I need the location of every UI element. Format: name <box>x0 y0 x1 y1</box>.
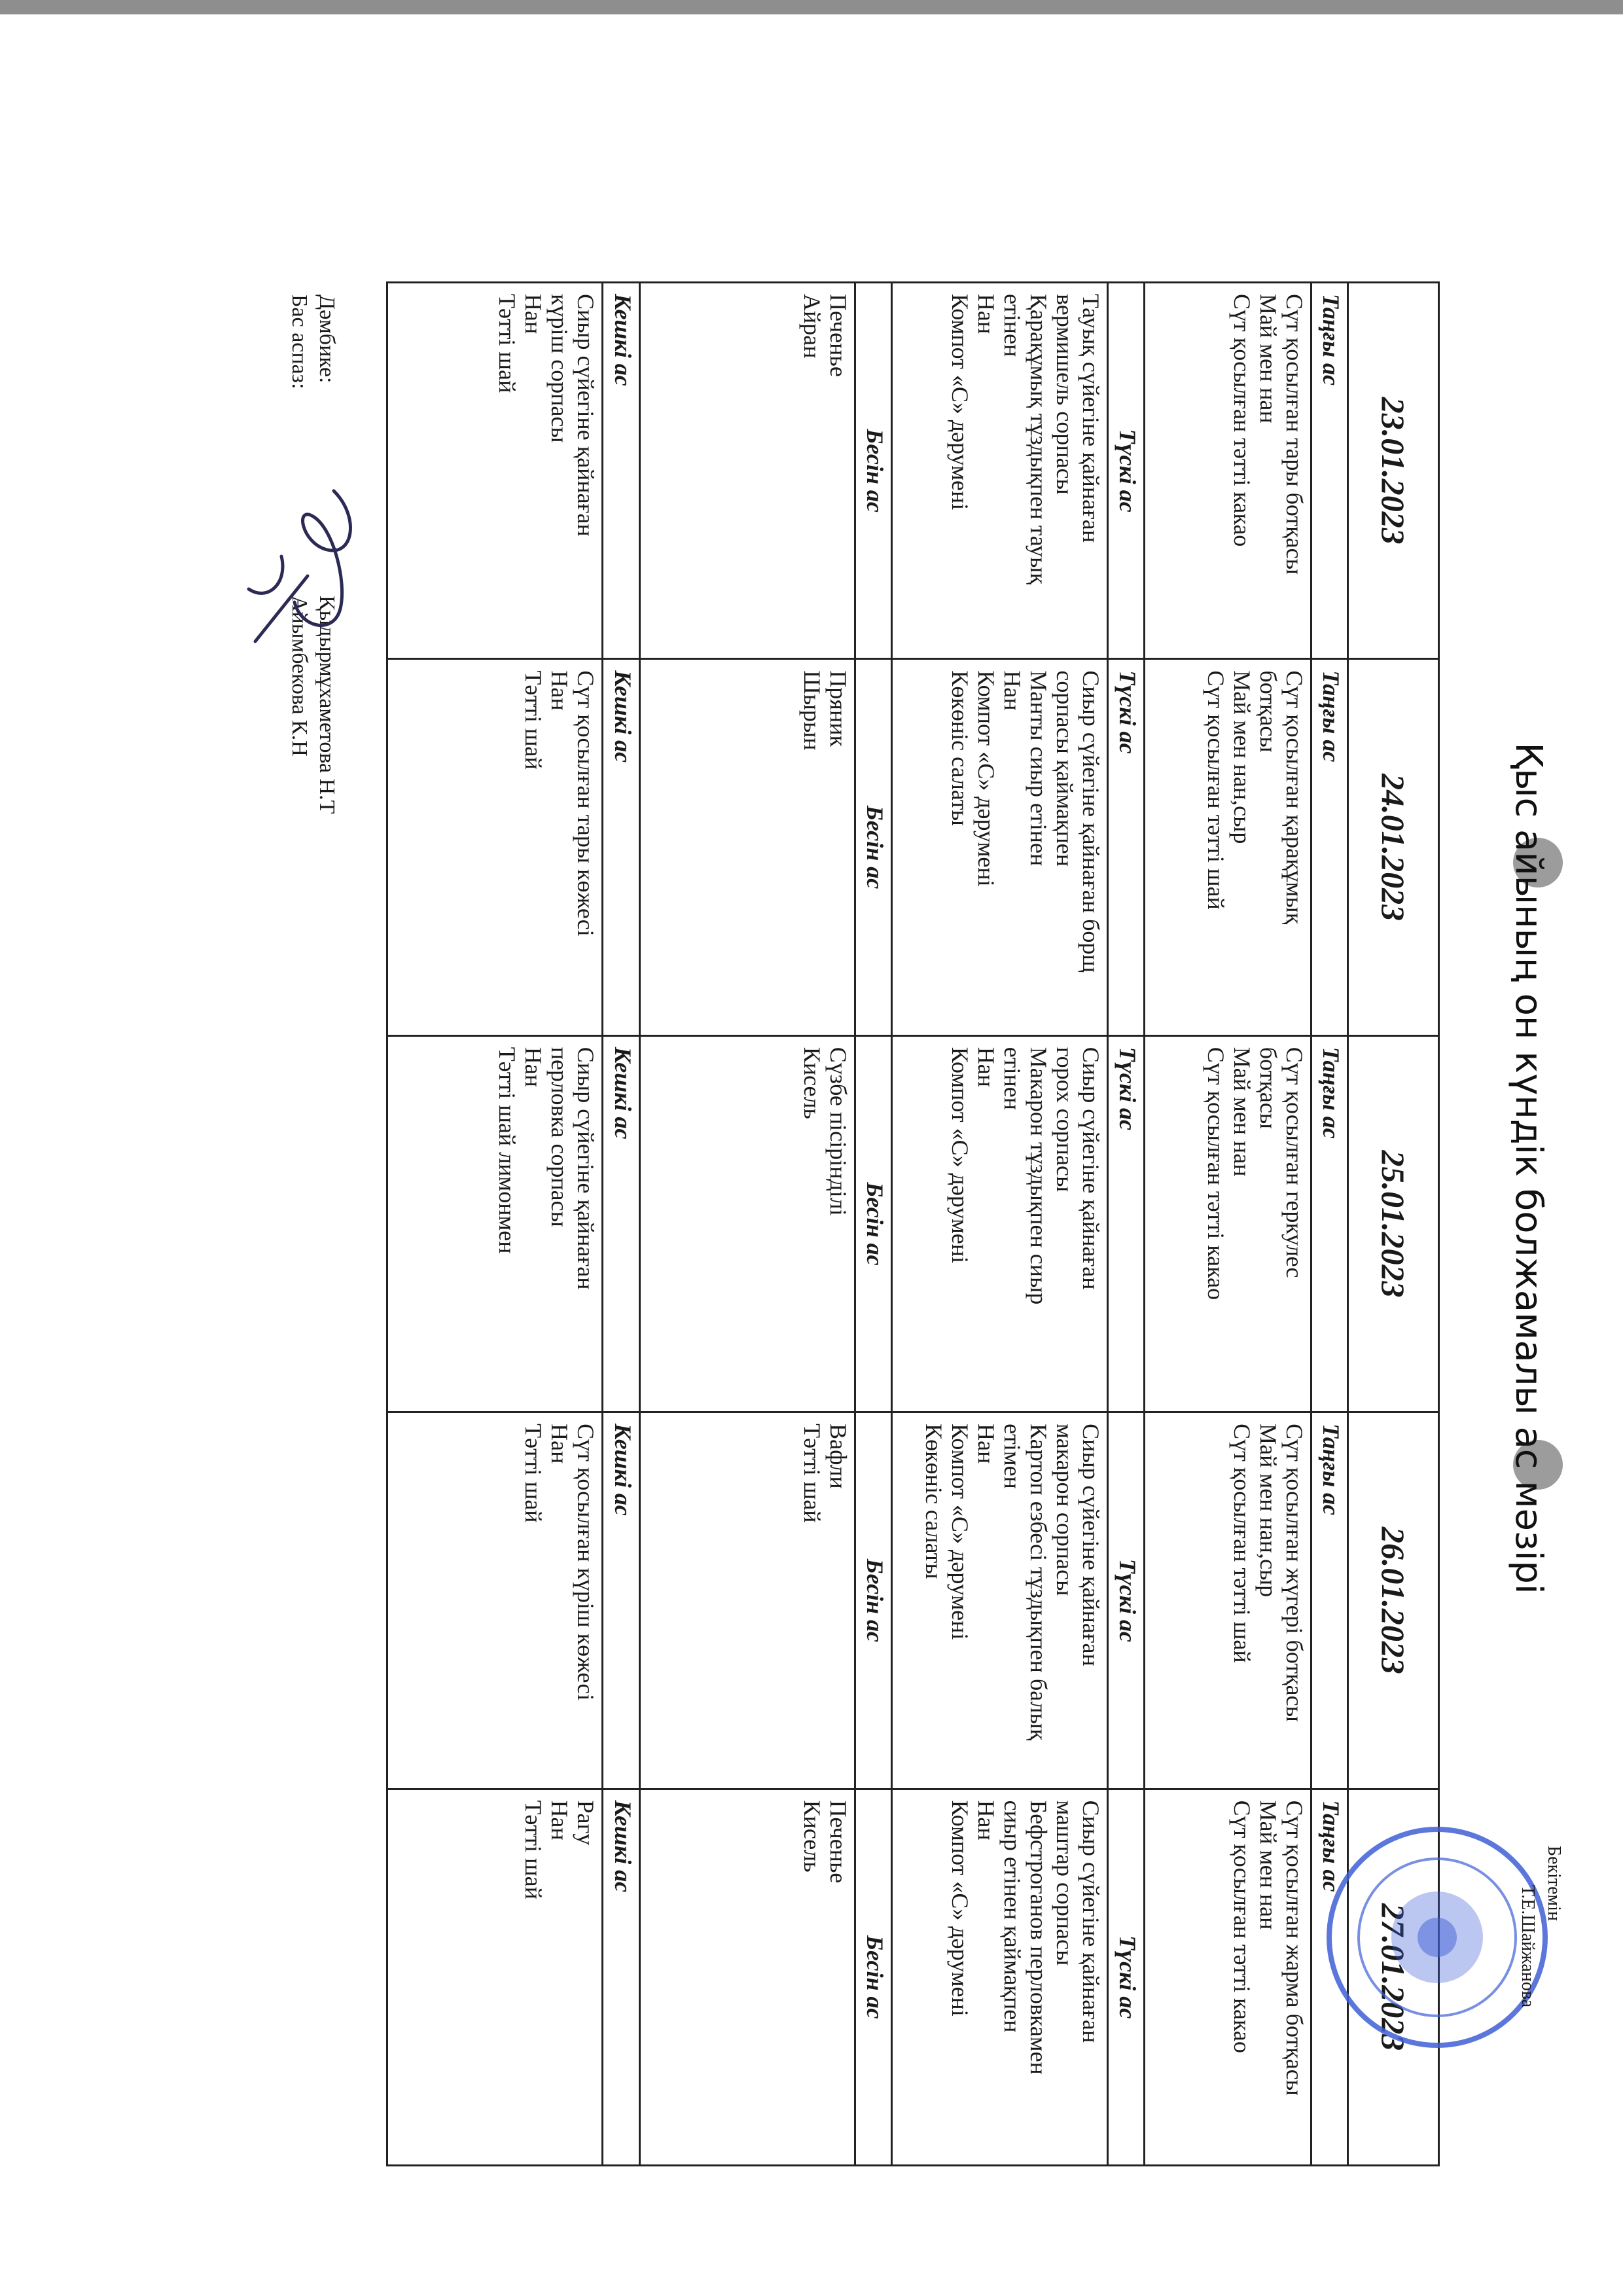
dinner-cell <box>387 659 603 1035</box>
snack-row <box>639 283 855 2166</box>
menu-item: перловка сорпасы <box>546 1047 573 1227</box>
chef-name: Айымбекова К.Н <box>287 596 312 757</box>
menu-item: Нан <box>546 670 573 711</box>
menu-item: Нан <box>520 1047 547 1088</box>
date-header: 24.01.2023 <box>1348 659 1439 1035</box>
snack-label-cell <box>855 1789 892 2165</box>
lunch-row <box>892 283 1107 2166</box>
breakfast-label-cell <box>1311 283 1348 659</box>
breakfast-label-cell <box>1311 1412 1348 1789</box>
menu-item: Манты сиыр етінен <box>1025 670 1052 867</box>
menu-item: Сүт қосылған тары ботқасы <box>1281 294 1308 575</box>
menu-item: Сүт қосылған тәтті какао <box>1229 294 1256 547</box>
snack-label-cell <box>855 1035 892 1412</box>
menu-item: Сүт қосылған жүгері ботқасы <box>1281 1424 1308 1722</box>
menu-item: ботқасы <box>1255 1047 1282 1129</box>
menu-item: Айран <box>799 294 826 359</box>
menu-item: Сүт қосылған тәтті какао <box>1229 1800 1256 2053</box>
snack-label-cell <box>855 659 892 1035</box>
menu-item: Нан <box>972 1047 999 1088</box>
meal-label: Бесін ас <box>862 805 889 889</box>
menu-item: Компот «С» дәрумені <box>946 294 973 511</box>
menu-item: Пряник <box>825 670 852 747</box>
meal-label: Бесін ас <box>862 1558 889 1643</box>
menu-item: Сиыр сүйегіне қайнаған борщ <box>1077 670 1104 973</box>
lunch-cell <box>892 1412 1107 1789</box>
menu-item: Сүт қосылған тәтті шай <box>1203 670 1230 910</box>
breakfast-row <box>1144 283 1311 2166</box>
dinner-row <box>387 283 603 2166</box>
menu-item: Тәтті шай <box>520 1800 547 1899</box>
meal-label: Кешкі ас <box>609 670 636 763</box>
menu-item: Сүт қосылған жарма ботқасы <box>1281 1800 1308 2096</box>
dinner-cell <box>387 1412 603 1789</box>
lunch-label-cell <box>1107 283 1144 659</box>
stamp-approve-text: Бекітемін <box>1544 1846 1564 1922</box>
menu-item: Сүт қосылған қарақұмық <box>1281 670 1308 925</box>
menu-item: сиыр етінен қаймақпен <box>999 1800 1026 2033</box>
menu-item: Макарон тұздықпен сиыр <box>1025 1047 1052 1305</box>
dinner-label-row <box>603 283 639 2166</box>
menu-item: Сүзбе пісірінділі <box>825 1047 852 1216</box>
menu-item: Сиыр сүйегіне қайнаған <box>573 1047 599 1290</box>
menu-item: Тауық сүйегіне қайнаған <box>1077 294 1104 543</box>
menu-item: Көкөніс салаты <box>946 670 973 826</box>
menu-item: Рагу <box>573 1800 599 1846</box>
dietitian-label: Дәмбике: <box>315 295 339 384</box>
breakfast-cell <box>1144 283 1311 659</box>
menu-item: Май мен нан <box>1229 1047 1256 1177</box>
breakfast-cell <box>1144 1035 1311 1412</box>
menu-table <box>386 281 1440 2166</box>
lunch-cell <box>892 1035 1107 1412</box>
menu-item: Кисель <box>799 1047 826 1119</box>
meal-label: Таңғы ас <box>1318 1424 1345 1516</box>
menu-item: Тәтті шай <box>520 670 547 770</box>
menu-item: Тәтті шай <box>494 294 521 393</box>
dinner-label-cell <box>603 659 639 1035</box>
meal-label: Таңғы ас <box>1318 670 1345 762</box>
meal-label: Бесін ас <box>862 1935 889 2019</box>
handwritten-signature <box>242 478 373 674</box>
menu-item: Май мен нан,сыр <box>1255 1424 1282 1598</box>
dinner-cell <box>387 283 603 659</box>
dinner-label-cell <box>603 1412 639 1789</box>
menu-item: Печенье <box>825 1800 852 1884</box>
snack-cell <box>639 1412 855 1789</box>
menu-item: Шырын <box>799 670 826 751</box>
menu-item: Компот «С» дәрумені <box>972 670 999 887</box>
menu-item: Тәтті шай <box>799 1424 826 1523</box>
meal-label: Түскі ас <box>1114 1935 1141 2019</box>
meal-label: Таңғы ас <box>1318 294 1345 386</box>
menu-item: Компот «С» дәрумені <box>946 1424 973 1640</box>
lunch-label-cell <box>1107 1412 1144 1789</box>
meal-label: Кешкі ас <box>609 1800 636 1893</box>
menu-item: Нан <box>999 670 1026 711</box>
meal-label: Түскі ас <box>1114 1558 1141 1642</box>
menu-item: Компот «С» дәрумені <box>946 1047 973 1264</box>
date-header: 27.01.2023 <box>1348 1789 1439 2165</box>
menu-item: Нан <box>546 1800 573 1840</box>
lunch-label-cell <box>1107 659 1144 1035</box>
dinner-label-cell <box>603 1035 639 1412</box>
snack-label-row <box>855 283 892 2166</box>
menu-item: Сүт қосылған тәтті какао <box>1203 1047 1230 1300</box>
menu-item: Нан <box>972 1424 999 1464</box>
menu-item: Сиыр сүйегіне қайнаған <box>1077 1047 1104 1290</box>
dietitian-name: Қыдырмұхаметова Н.Т <box>315 596 339 814</box>
menu-item: Бефстроганов перловкамен <box>1025 1800 1052 2075</box>
lunch-cell <box>892 283 1107 659</box>
menu-item: етімен <box>999 1424 1026 1489</box>
breakfast-label-cell <box>1311 659 1348 1035</box>
meal-label: Кешкі ас <box>609 1424 636 1516</box>
menu-item: етінен <box>999 294 1026 357</box>
snack-cell <box>639 1035 855 1412</box>
meal-label: Кешкі ас <box>609 294 636 386</box>
menu-item: Май мен нан,сыр <box>1229 670 1256 844</box>
menu-item: Сүт қосылған тәтті шай <box>1229 1424 1256 1663</box>
menu-item: Тәтті шай <box>520 1424 547 1523</box>
scan-edge <box>0 0 1623 14</box>
menu-item: етінен <box>999 1047 1026 1111</box>
menu-item: макарон сорпасы <box>1051 1424 1078 1596</box>
date-header: 26.01.2023 <box>1348 1412 1439 1789</box>
menu-item: Сүт қосылған геркулес <box>1281 1047 1308 1278</box>
breakfast-cell <box>1144 1789 1311 2165</box>
dinner-label-cell <box>603 1789 639 2165</box>
meal-label: Таңғы ас <box>1318 1047 1345 1139</box>
breakfast-label-cell <box>1311 1035 1348 1412</box>
date-header: 25.01.2023 <box>1348 1035 1439 1412</box>
snack-cell <box>639 1789 855 2165</box>
dinner-cell <box>387 1035 603 1412</box>
snack-cell <box>639 659 855 1035</box>
date-header: 23.01.2023 <box>1348 283 1439 659</box>
menu-item: Сиыр сүйегіне қайнаған <box>573 294 599 537</box>
lunch-label-cell <box>1107 1035 1144 1412</box>
menu-page <box>203 79 1577 2258</box>
menu-item: Қарақұмық тұздықпен тауық <box>1025 294 1052 584</box>
dinner-cell <box>387 1789 603 2165</box>
menu-item: Сүт қосылған тары көжесі <box>573 670 599 937</box>
meal-label: Бесін ас <box>862 1182 889 1266</box>
menu-item: Нан <box>520 294 547 334</box>
menu-item: Печенье <box>825 294 852 377</box>
page-title: Қыс айының он күндік болжамалы ас мәзірі <box>1507 742 1550 1594</box>
menu-item: маштар сорпасы <box>1051 1800 1078 1966</box>
menu-item: Май мен нан <box>1255 1800 1282 1930</box>
menu-item: Компот «С» дәрумені <box>946 1800 973 2017</box>
menu-item: Көкөніс салаты <box>920 1424 947 1579</box>
menu-item: Сүт қосылған күріш көжесі <box>573 1424 599 1701</box>
menu-item: Нан <box>972 294 999 334</box>
meal-label: Түскі ас <box>1114 429 1141 512</box>
menu-item: ботқасы <box>1255 670 1282 753</box>
breakfast-cell <box>1144 659 1311 1035</box>
menu-item: Кисель <box>799 1800 826 1873</box>
stamp-signer-text: Т.Е.Шайжанова <box>1518 1885 1538 2008</box>
dinner-label-cell <box>603 283 639 659</box>
menu-item: Тәтті шай лимонмен <box>494 1047 521 1254</box>
menu-item: Вафли <box>825 1424 852 1489</box>
snack-cell <box>639 283 855 659</box>
meal-label: Бесін ас <box>862 429 889 512</box>
menu-item: Сиыр сүйегіне қайнаған <box>1077 1800 1104 2043</box>
lunch-label-cell <box>1107 1789 1144 2165</box>
menu-item: Нан <box>546 1424 573 1464</box>
meal-label: Түскі ас <box>1114 670 1141 754</box>
menu-item: Сиыр сүйегіне қайнаған <box>1077 1424 1104 1666</box>
snack-label-cell <box>855 283 892 659</box>
meal-label: Түскі ас <box>1114 1047 1141 1130</box>
menu-item: вермишель сорпасы <box>1051 294 1078 495</box>
meal-label: Кешкі ас <box>609 1047 636 1139</box>
menu-item: күріш сорпасы <box>546 294 573 443</box>
menu-item: Май мен нан <box>1255 294 1282 423</box>
snack-label-cell <box>855 1412 892 1789</box>
lunch-cell <box>892 659 1107 1035</box>
meal-label: Таңғы ас <box>1318 1800 1345 1892</box>
menu-item: горох сорпасы <box>1051 1047 1078 1193</box>
menu-item: сорпасы қаймақпен <box>1051 670 1078 867</box>
menu-item: Картоп езбесі тұздықпен балық <box>1025 1424 1052 1741</box>
chef-label: Бас аспаз: <box>287 295 312 389</box>
lunch-cell <box>892 1789 1107 2165</box>
menu-item: Нан <box>972 1800 999 1840</box>
breakfast-cell <box>1144 1412 1311 1789</box>
lunch-label-row <box>1107 283 1144 2166</box>
